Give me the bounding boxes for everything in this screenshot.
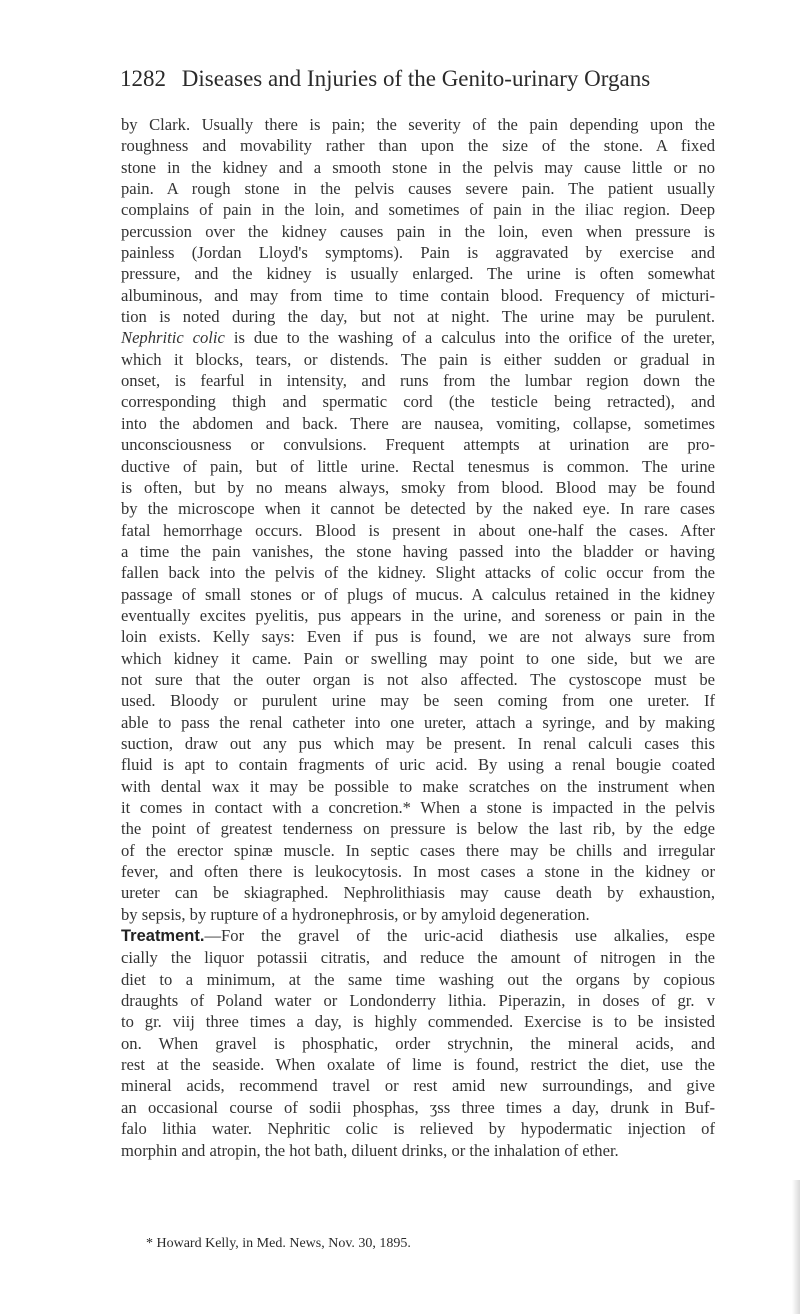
footnote: * Howard Kelly, in Med. News, Nov. 30, 1895. (146, 1236, 411, 1251)
text-line: fluid is apt to contain fragments of uric acid. By using a renal bougie coated (121, 755, 715, 775)
text-line: of the erector spinæ muscle. In septic cases there may be chills and irregular (121, 840, 715, 860)
text-line: onset, is fearful in intensity, and runs from the lumbar region down the (121, 371, 715, 391)
text-line-rest: —For the gravel of the uric-acid diathesis use alkalies, espe (204, 926, 715, 946)
text-line: albuminous, and may from time to time contain blood. Frequency of micturi- (121, 285, 715, 305)
text-line: draughts of Poland water or Londonderry lithia. Piperazin, in doses of gr. v (121, 991, 715, 1011)
text-line: to gr. viij three times a day, is highly commended. Exercise is to be insisted (121, 1012, 715, 1032)
text-line: unconsciousness or convulsions. Frequent attempts at urination are pro- (121, 435, 715, 455)
text-line: ductive of pain, but of little urine. Rectal tenesmus is common. The urine (121, 456, 715, 476)
text-line: with dental wax it may be possible to make scratches on the instrument when (121, 776, 715, 796)
text-line: falo lithia water. Nephritic colic is relieved by hypodermatic injection of (121, 1119, 715, 1139)
text-line: which kidney it came. Pain or swelling may point to one side, but we are (121, 648, 715, 668)
running-head (120, 66, 700, 92)
text-line: which it blocks, tears, or distends. The pain is either sudden or gradual in (121, 349, 715, 369)
text-line: by the microscope when it cannot be detected by the naked eye. In rare cases (121, 499, 715, 519)
text-line: an occasional course of sodii phosphas, ʒss three times a day, drunk in Buf- (121, 1097, 715, 1117)
text-line: mineral acids, recommend travel or rest amid new surroundings, and give (121, 1076, 715, 1096)
text-line: not sure that the outer organ is not also affected. The cystoscope must be (121, 669, 715, 689)
text-line: morphin and atropin, the hot bath, diluent drinks, or the inhalation of ether. (121, 1140, 619, 1160)
text-line-treatment (121, 925, 715, 947)
text-line: tion is noted during the day, but not at night. The urine may be purulent. (121, 307, 715, 327)
text-line: the point of greatest tenderness on pressure is below the last rib, by the edge (121, 819, 715, 839)
text-line-rest: is due to the washing of a calculus into the orifice of the ureter, (233, 328, 716, 348)
treatment-heading: Treatment. (121, 927, 205, 946)
text-line: passage of small stones or of plugs of mucus. A calculus retained in the kidney (121, 584, 715, 604)
text-line: rest at the seaside. When oxalate of lime is found, restrict the diet, use the (121, 1055, 715, 1075)
text-line: fever, and often there is leukocytosis. In most cases a stone in the kidney or (121, 862, 715, 882)
text-line: able to pass the renal catheter into one ureter, attach a syringe, and by making (121, 712, 715, 732)
text-line: by Clark. Usually there is pain; the severity of the pain depending upon the (121, 115, 715, 134)
text-line: loin exists. Kelly says: Even if pus is found, we are not always sure from (121, 627, 715, 647)
text-line: suction, draw out any pus which may be present. In renal calculi cases this (121, 733, 715, 753)
text-line: roughness and movability rather than upon the size of the stone. A fixed (121, 136, 715, 156)
text-line: it comes in contact with a concretion.* When a stone is impacted in the pelvis (121, 798, 715, 817)
text-line: cially the liquor potassii citratis, and reduce the amount of nitrogen in the (121, 948, 715, 968)
chapter-title: Diseases and Injuries of the Genito-urinary Organs (181, 66, 651, 91)
text-line: stone in the kidney and a smooth stone in the pelvis may cause little or no (121, 157, 715, 177)
text-line: fallen back into the pelvis of the kidney. Slight attacks of colic occur from the (121, 563, 715, 583)
text-line: percussion over the kidney causes pain in the loin, even when pressure is (121, 221, 715, 241)
text-line: by sepsis, by rupture of a hydronephrosis, or by amyloid degeneration. (121, 904, 590, 924)
text-line: pressure, and the kidney is usually enlarged. The urine is often somewhat (121, 264, 715, 284)
text-line: diet to a minimum, at the same time washing out the organs by copious (121, 969, 715, 989)
text-line: eventually excites pyelitis, pus appears in the urine, and soreness or pain in the (121, 605, 715, 625)
text-line: painless (Jordan Lloyd's symptoms). Pain is aggravated by exercise and (121, 243, 715, 263)
text-line: used. Bloody or purulent urine may be seen coming from one ureter. If (121, 691, 715, 711)
text-line: a time the pain vanishes, the stone having passed into the bladder or having (121, 541, 715, 561)
body-text (121, 114, 715, 1161)
text-line: complains of pain in the loin, and sometimes of pain in the iliac region. Deep (121, 200, 715, 220)
text-line: pain. A rough stone in the pelvis causes severe pain. The patient usually (121, 179, 715, 199)
text-line: into the abdomen and back. There are nausea, vomiting, collapse, sometimes (121, 413, 715, 433)
text-line: is often, but by no means always, smoky from blood. Blood may be found (121, 477, 715, 497)
text-line: corresponding thigh and spermatic cord (the testicle being retracted), and (121, 392, 715, 412)
text-line-nephritic-colic (121, 327, 715, 348)
text-line: ureter can be skiagraphed. Nephrolithiasis may cause death by exhaustion, (121, 883, 715, 903)
nephritic-colic-term: Nephritic colic (121, 328, 225, 348)
page-number: 1282 (120, 66, 166, 91)
page-edge-shadow (792, 1180, 800, 1314)
text-line: on. When gravel is phosphatic, order strychnin, the mineral acids, and (121, 1033, 715, 1053)
text-line: fatal hemorrhage occurs. Blood is present in about one-half the cases. After (121, 520, 715, 540)
